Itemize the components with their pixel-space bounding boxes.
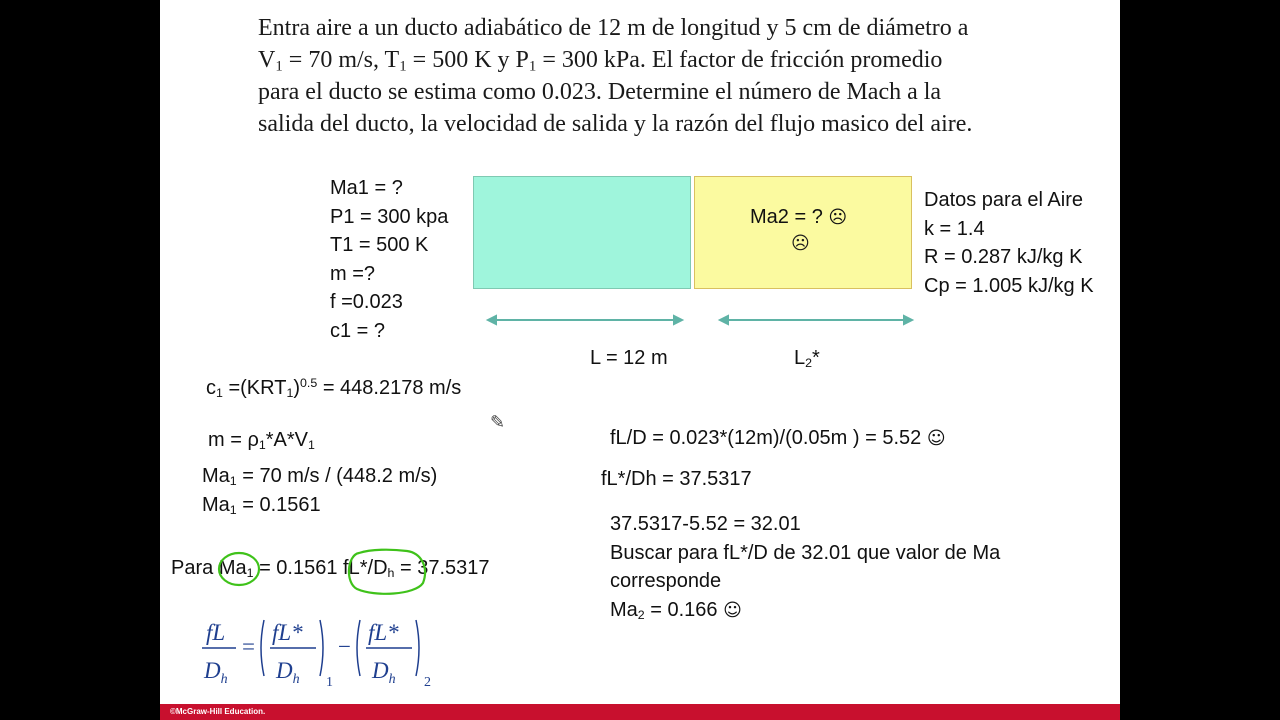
smiley-icon: ☺: [926, 428, 946, 449]
difference-line: 37.5317-5.52 = 32.01: [610, 513, 801, 535]
highlight-circles: [215, 545, 435, 600]
length-arrows: [480, 308, 920, 332]
formula-minus: −: [338, 634, 351, 659]
arrow-head-right: [674, 316, 682, 324]
ma2-result: $Ma_2 = 0.166$ ☺: [610, 598, 742, 622]
formula-sub-2: 2: [424, 675, 431, 690]
highlight-circle-ma1: [219, 553, 259, 585]
given-f: f =0.023: [330, 291, 403, 314]
slide: [160, 0, 1120, 720]
problem-statement: [258, 12, 1078, 140]
mass-flow-equation: $m = \rho_1*A*V_1$: [208, 429, 315, 453]
formula-dh-1: $D_h$: [276, 658, 300, 687]
footer-bar: [160, 704, 1120, 720]
formula-dh-denominator: $D_h$: [204, 658, 228, 687]
air-data-title: Datos para el Aire: [924, 189, 1083, 211]
arrow-head-right: [904, 316, 912, 324]
corresponde-line: corresponde: [610, 570, 722, 593]
problem-line-1: Entra aire a un ducto adiabático de 12 m de longitud y 5 cm de diámetro a: [258, 15, 969, 41]
air-data-k: k = 1.4: [924, 217, 985, 240]
smiley-icon: ☺: [723, 599, 742, 621]
ma2-lookup: [610, 510, 1000, 625]
duct-section-2: [694, 176, 912, 289]
given-ma1: Ma1 = ?: [330, 177, 403, 199]
formula-sub-1: 1: [326, 675, 333, 690]
given-m: m =?: [330, 262, 376, 285]
arrow-head-left: [488, 316, 496, 324]
formula-fl-numerator: fL: [206, 620, 226, 645]
sad-face-icon: ☹: [791, 233, 810, 254]
fanno-formula: [196, 608, 456, 698]
formula-equals: =: [242, 634, 255, 659]
problem-line-2: $V_1 = 70$ m/s, $T_1 = 500$ K y $P_1 = 300$ kPa. El factor de fricción promedio: [258, 47, 943, 75]
fl-star-dh-value: fL*/Dh = 37.5317: [601, 468, 752, 490]
formula-flstar-2: fL*: [368, 620, 399, 645]
buscar-line: Buscar para fL*/D de 32.01 que valor de Ma: [610, 541, 1001, 564]
copyright-text: ©McGraw-Hill Education.: [170, 707, 266, 716]
fl-star-highlighted: $fL*/D_h$: [343, 557, 395, 581]
ma2-unknown-label: Ma2 = ? ☹: [750, 206, 848, 228]
ma1-calculation: [202, 462, 437, 519]
air-data-cp: Cp = 1.005 kJ/kg K: [924, 274, 1094, 297]
given-c1: c1 = ?: [330, 319, 386, 342]
highlight-circle-fl-star: [349, 550, 425, 594]
lstar-label: $L_2*$: [794, 347, 820, 371]
arrow-head-left: [720, 316, 728, 324]
ma1-calc-line-1: $Ma_1 = 70$ m/s / (448.2 m/s): [202, 465, 438, 489]
para-line: Para $Ma_1 = 0.1561$ $fL*/D_h = 37.5317$: [171, 557, 490, 581]
given-p1: P1 = 300 kpa: [330, 205, 449, 228]
length-label: L = 12 m: [590, 347, 668, 369]
c1-equation: $c_1 =(KRT_1)^{0.5} = 448.2178$ m/s: [206, 376, 462, 401]
sad-face-icon: ☹: [828, 207, 848, 228]
duct-section-1: [473, 176, 691, 289]
problem-line-3: para el ducto se estima como 0.023. Determine el número de Mach a la: [258, 79, 942, 105]
problem-line-4: salida del ducto, la velocidad de salida y la razón del flujo masico del aire.: [258, 111, 973, 137]
pen-cursor-icon: ✎: [490, 412, 506, 433]
air-data: [924, 186, 1094, 300]
ma1-highlighted: $Ma_1$: [218, 557, 254, 581]
air-data-r: R = 0.287 kJ/kg K: [924, 246, 1083, 269]
formula-dh-2: $D_h$: [372, 658, 396, 687]
given-t1: T1 = 500 K: [330, 234, 429, 257]
given-values: [330, 174, 448, 346]
formula-flstar-1: fL*: [272, 620, 303, 645]
ma1-calc-line-2: $Ma_1 = 0.1561$: [202, 493, 321, 517]
fl-over-d-calc: fL/D = 0.023*(12m)/(0.05m ) = 5.52 ☺: [610, 427, 946, 449]
